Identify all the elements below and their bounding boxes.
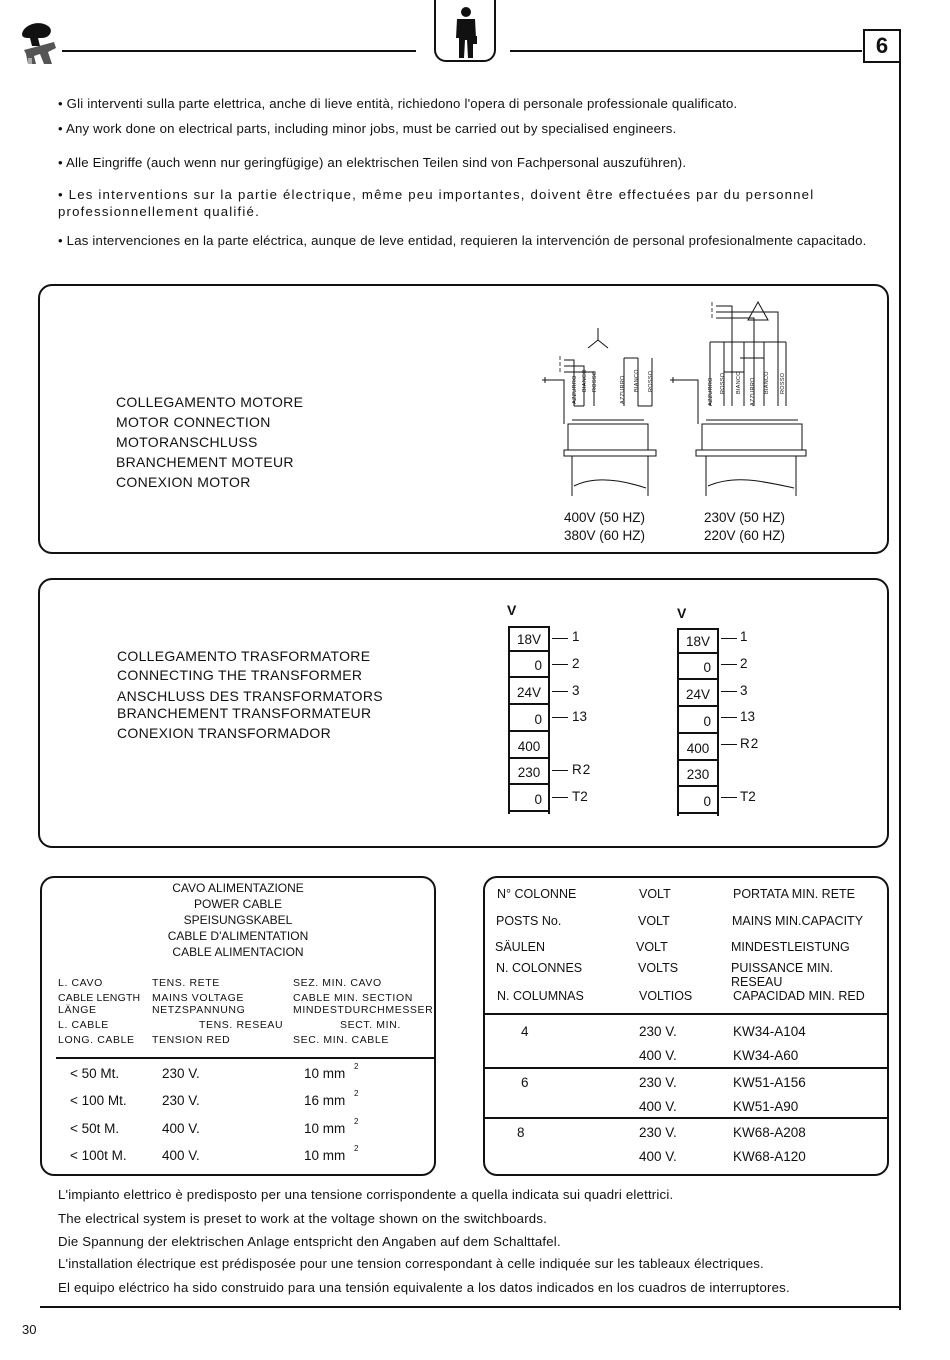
- motor-voltage-right-1: 230V (50 HZ): [704, 510, 786, 525]
- footer-note-fr: L'installation électrique est prédisposée pour une tension correspondant à celle indiquée sur les tableaux électriques.: [58, 1256, 764, 1271]
- motor-voltage-right-2: 220V (60 HZ): [704, 528, 786, 543]
- table-row: 8 230 V. KW68-A208 400 V. KW68-A120: [517, 1125, 806, 1164]
- terminal-cell: 230: [510, 761, 548, 785]
- terminal-id: 2: [740, 656, 748, 671]
- terminal-cell: 0: [510, 788, 548, 812]
- terminal-cell: 24V: [510, 681, 548, 705]
- motor-label-fr: BRANCHEMENT MOTEUR: [116, 454, 294, 470]
- table-row: < 100 Mt. 230 V. 16 mm 2: [70, 1089, 359, 1108]
- terminal-id: 13: [740, 709, 756, 724]
- terminal-lead: [552, 770, 568, 771]
- terminal-block-left: [508, 626, 550, 814]
- terminal-id: T2: [572, 789, 588, 804]
- brand-logo-icon: [18, 20, 58, 66]
- footer-note-it: L'impianto elettrico è predisposto per una tensione corrispondente a quella indicata sui quadri elettrici.: [58, 1187, 674, 1202]
- group-divider: [485, 1067, 887, 1069]
- star-wiring-diagram: AZZURRO BIANCO ROSSO AZZURRO BIANCO ROSSO: [538, 324, 668, 499]
- terminal-lead: [552, 638, 568, 639]
- warning-es: • Las intervenciones en la parte eléctrica, aunque de leve entidad, requieren la intervención de personal profesionalmente capacitado.: [58, 233, 867, 248]
- table-row: < 100t M. 400 V. 10 mm 2: [70, 1144, 359, 1163]
- transformer-panel: [38, 578, 889, 848]
- warning-de: • Alle Eingriffe (auch wenn nur geringfügige) an elektrischen Teilen sind von Fachpersonal auszuführen).: [58, 155, 687, 170]
- mains-capacity-table: N° COLONNE VOLT PORTATA MIN. RETE POSTS No. VOLT MAINS MIN.CAPACITY SÄULEN VOLT MINDESTLEISTUNG N. COLONNES VOLTS PUISSANCE MIN. RESEAU N. COLUMNAS VOLTIOS CAPACIDAD MIN. RED 4 230 V. KW34-A104 400 V. KW34-A60 6 230 V. KW51-A156 400 V. KW51-A90 8 230 V. KW68-A208 400 V. KW68-A120: [483, 876, 889, 1176]
- transformer-label-es: CONEXION TRANSFORMADOR: [117, 725, 332, 741]
- terminal-id: R2: [572, 762, 592, 777]
- terminal-lead: [552, 717, 568, 718]
- warning-it: • Gli interventi sulla parte elettrica, anche di lieve entità, richiedono l'opera di personale professionale qualificato.: [58, 96, 738, 111]
- motor-label-it: COLLEGAMENTO MOTORE: [116, 394, 304, 410]
- header-rule-right: [510, 50, 862, 52]
- terminal-lead: [552, 797, 568, 798]
- terminal-lead: [552, 691, 568, 692]
- terminal-id: R2: [740, 736, 760, 751]
- terminal-cell: 0: [679, 790, 717, 814]
- footer-note-de: Die Spannung der elektrischen Anlage entspricht den Angaben auf dem Schalttafel.: [58, 1234, 561, 1249]
- terminal-id: 13: [572, 709, 588, 724]
- terminal-id: 1: [572, 629, 580, 644]
- table-row: < 50t M. 400 V. 10 mm 2: [70, 1117, 359, 1136]
- motor-voltage-left-2: 380V (60 HZ): [564, 528, 646, 543]
- terminal-cell: 230: [679, 763, 717, 787]
- power-cable-title: CAVO ALIMENTAZIONE POWER CABLE SPEISUNGSKABEL CABLE D'ALIMENTATION CABLE ALIMENTACION: [167, 881, 309, 959]
- transformer-label-it: COLLEGAMENTO TRASFORMATORE: [117, 648, 371, 664]
- terminal-id: T2: [740, 789, 756, 804]
- terminal-id: 2: [572, 656, 580, 671]
- transformer-unit-right: V: [677, 605, 687, 621]
- terminal-cell: 400: [510, 735, 548, 759]
- terminal-cell: 18V: [679, 630, 717, 654]
- terminal-lead: [721, 691, 737, 692]
- delta-wiring-diagram: AZZURRO ROSSO BIANCO AZZURRO BIANCO ROSSO: [666, 298, 806, 498]
- transformer-label-en: CONNECTING THE TRANSFORMER: [117, 667, 363, 683]
- terminal-id: 3: [572, 683, 580, 698]
- terminal-cell: 0: [679, 656, 717, 680]
- terminal-id: 3: [740, 683, 748, 698]
- terminal-lead: [721, 744, 737, 745]
- terminal-lead: [721, 664, 737, 665]
- motor-label-de: MOTORANSCHLUSS: [116, 434, 258, 450]
- header-rule-left: [62, 50, 416, 52]
- terminal-lead: [721, 797, 737, 798]
- transformer-label-fr: BRANCHEMENT TRANSFORMATEUR: [117, 705, 372, 721]
- capacity-divider: [485, 1013, 887, 1015]
- terminal-lead: [552, 664, 568, 665]
- terminal-cell: 0: [679, 710, 717, 734]
- transformer-unit-left: V: [507, 602, 517, 618]
- terminal-cell: 0: [510, 654, 548, 678]
- transformer-label-de: ANSCHLUSS DES TRANSFORMATORS: [117, 688, 383, 704]
- power-cable-table: CAVO ALIMENTAZIONE POWER CABLE SPEISUNGSKABEL CABLE D'ALIMENTATION CABLE ALIMENTACION L. CAVO TENS. RETE SEZ. MIN. CAVO CABLE LENGTH MAINS VOLTAGE CABLE MIN. SECTION LÄNGE NETZSPANNUNG MINDESTDURCHMESSER L. CABLE TENS. RESEAU SECT. MIN. LONG. CABLE TENSION RED SEC. MIN. CABLE < 50 Mt. 230 V. 10 mm 2 < 100 Mt. 230 V. 16 mm 2 < 50t M. 400 V. 10 mm 2 < 100t M. 400 V. 10 mm 2: [40, 876, 436, 1176]
- technician-badge: [434, 0, 496, 62]
- terminal-cell: 0: [510, 708, 548, 732]
- terminal-cell: 24V: [679, 683, 717, 707]
- page-badge: 6: [863, 29, 901, 63]
- terminal-lead: [721, 638, 737, 639]
- motor-label-es: CONEXION MOTOR: [116, 474, 251, 490]
- terminal-cell: 400: [679, 737, 717, 761]
- power-cable-divider: [56, 1057, 436, 1059]
- warning-en: • Any work done on electrical parts, including minor jobs, must be carried out by specialised engineers.: [58, 121, 677, 136]
- terminal-block-right: [677, 628, 719, 816]
- footer-note-es: El equipo eléctrico ha sido construido para una tensión equivalente a los datos indicados en los cuadros de interruptores.: [58, 1280, 790, 1295]
- page-number: 30: [22, 1322, 37, 1337]
- table-row: 6 230 V. KW51-A156 400 V. KW51-A90: [521, 1075, 806, 1114]
- terminal-cell: 18V: [510, 628, 548, 652]
- table-row: < 50 Mt. 230 V. 10 mm 2: [70, 1062, 359, 1081]
- motor-label-en: MOTOR CONNECTION: [116, 414, 271, 430]
- warning-fr: • Les interventions sur la partie électrique, même peu importantes, doivent être effectuées par du personnel professionnellement qualifié.: [58, 187, 815, 219]
- right-border: [899, 62, 901, 1310]
- terminal-lead: [721, 717, 737, 718]
- motor-connection-panel: [38, 284, 889, 554]
- motor-voltage-left-1: 400V (50 HZ): [564, 510, 646, 525]
- group-divider: [485, 1117, 887, 1119]
- bottom-rule: [40, 1306, 901, 1308]
- footer-note-en: The electrical system is preset to work at the voltage shown on the switchboards.: [58, 1211, 547, 1226]
- table-row: 4 230 V. KW34-A104 400 V. KW34-A60: [521, 1024, 806, 1063]
- terminal-id: 1: [740, 629, 748, 644]
